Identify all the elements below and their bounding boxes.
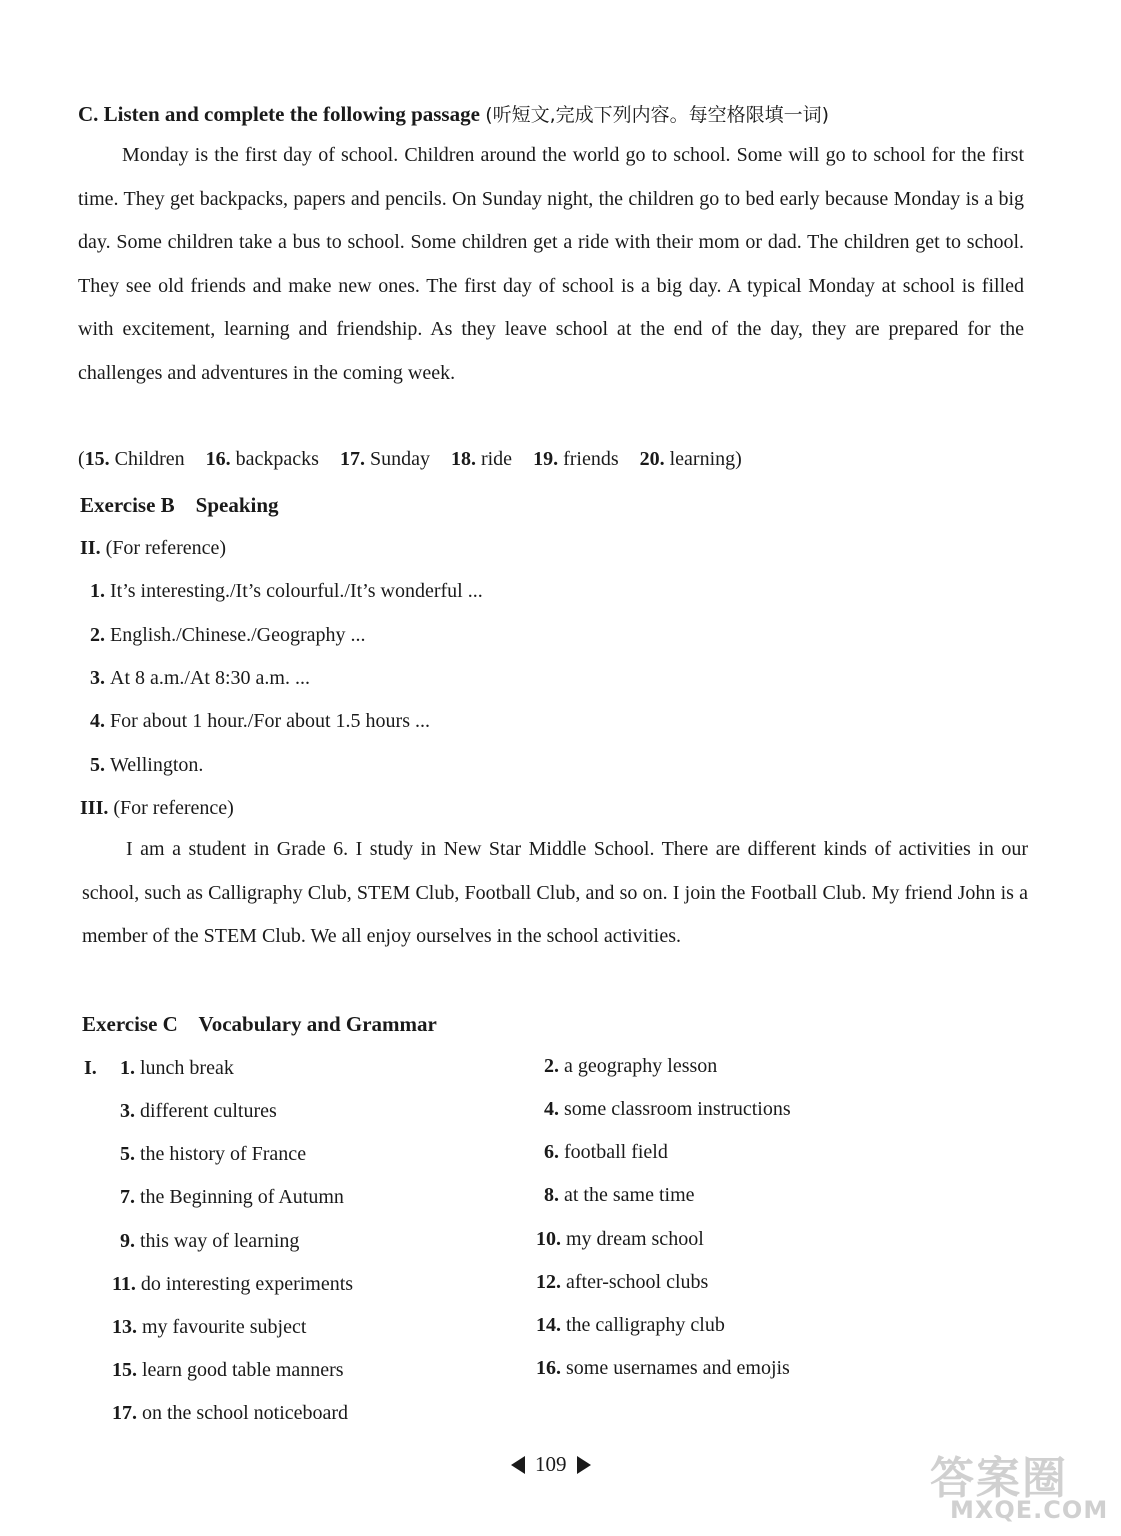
vocab-item [112,1359,344,1382]
item-text: some usernames and emojis [566,1357,790,1379]
item-number: 5. [120,1143,135,1165]
vocab-item [544,1055,717,1078]
page-number: 109 [535,1452,567,1476]
vocab-item [120,1143,306,1166]
vocab-item [536,1271,708,1294]
item-text: this way of learning [140,1230,300,1252]
speaking-item [90,624,366,647]
item-text: on the school noticeboard [142,1402,349,1424]
item-text: a geography lesson [564,1055,718,1077]
item-text: Wellington. [110,754,204,776]
answer-number: 17. [339,448,365,470]
watermark-cn: 答案圈 [930,1453,1068,1504]
answer-number: 19. [533,448,559,470]
exercise-b-paragraph: I am a student in Grade 6. I study in New Star Middle School. There are different kinds of activities in our school, such as Calligraphy Club, STEM Club, Football Club, and so on. I join the Football Club. My friend John is a member of the STEM Club. We all enjoy ourselves in the school activities. [82,838,1028,947]
section-c-passage: Monday is the first day of school. Children around the world go to school. Some will go to school for the first time. They get backpacks, papers and pencils. On Sunday night, the children go to bed early because Monday is a big day. Some children take a bus to school. Some children get a ride with their mom or dad. The children get to school. They see old friends and make new ones. The first day of school is a big day. A typical Monday at school is filled with excitement, learning and friendship. As they leave school at the end of the day, they are prepared for the challenges and adventures in the coming week. [78,144,1024,384]
section-c-heading [78,100,829,127]
item-number: 11. [112,1273,136,1295]
watermark-en: MXQE.COM [950,1496,1109,1524]
item-text: football field [564,1141,668,1163]
item-number: 14. [536,1314,561,1336]
item-text: the Beginning of Autumn [140,1186,344,1208]
item-text: English./Chinese./Geography ... [110,624,366,646]
item-number: 4. [90,710,105,732]
speaking-item [90,710,430,733]
right-triangle-icon [577,1456,591,1474]
item-number: 13. [112,1316,137,1338]
exercise-c-heading: Exercise C Vocabulary and Grammar [82,1012,437,1036]
speaking-item [90,667,310,690]
vocab-item [544,1098,791,1121]
item-number: 9. [120,1230,135,1252]
item-text: learn good table manners [142,1359,344,1381]
speaking-item [90,580,483,603]
item-text: different cultures [140,1100,277,1122]
vocab-item [120,1057,234,1080]
item-number: 1. [120,1057,135,1079]
vocab-item [544,1141,668,1164]
answer-text: Sunday [369,448,430,470]
vocab-item [112,1273,353,1296]
answer-number: 16. [205,448,231,470]
item-number: 12. [536,1271,561,1293]
item-text: do interesting experiments [140,1273,354,1295]
part-iii-label: III. [80,797,109,819]
item-number: 3. [90,667,105,689]
item-text: my favourite subject [142,1316,307,1338]
exercise-b-part-iii [80,797,234,820]
item-number: 2. [90,624,105,646]
answers-open-paren: ( [78,448,85,470]
item-number: 5. [90,754,105,776]
item-text: after-school clubs [566,1271,709,1293]
page-number-indicator [511,1452,591,1477]
part-iii-note: (For reference) [113,797,234,819]
part-ii-label: II. [80,537,101,559]
item-number: 8. [544,1184,559,1206]
item-number: 4. [544,1098,559,1120]
part-ii-note: (For reference) [105,537,227,559]
item-text: the calligraphy club [566,1314,725,1336]
answer-text: backpacks [235,448,319,470]
answer-text: friends [563,448,619,470]
vocab-item [120,1186,344,1209]
answer-number: 15. [84,448,110,470]
exercise-c-part-i-label: I. [84,1057,97,1079]
answer-number: 20. [639,448,665,470]
exercise-b-part-ii [80,537,226,560]
answers-close-paren: ) [735,448,742,470]
item-number: 15. [112,1359,137,1381]
vocab-item [120,1230,299,1253]
exercise-b-heading: Exercise B Speaking [80,493,279,517]
item-text: At 8 a.m./At 8:30 a.m. ... [110,667,310,689]
speaking-item [90,754,203,777]
vocab-item [536,1314,725,1337]
item-text: at the same time [564,1184,695,1206]
item-number: 6. [544,1141,559,1163]
vocab-item [544,1184,695,1207]
answer-text: learning [669,448,736,470]
answer-number: 18. [450,448,476,470]
section-c-title: C. Listen and complete the following passage [78,102,480,126]
vocab-item [536,1228,704,1251]
watermark-logo [930,1442,1120,1536]
item-number: 1. [90,580,105,602]
vocab-item [120,1100,277,1123]
vocab-item [112,1402,348,1425]
item-number: 7. [120,1186,135,1208]
item-text: It’s interesting./It’s colourful./It’s wonderful ... [110,580,483,602]
item-number: 17. [112,1402,137,1424]
item-text: the history of France [140,1143,307,1165]
vocab-item [536,1357,790,1380]
item-number: 3. [120,1100,135,1122]
vocab-item [112,1316,306,1339]
answer-text: ride [480,448,513,470]
answer-text: Children [114,448,185,470]
item-number: 2. [544,1055,559,1077]
item-text: lunch break [140,1057,234,1079]
item-text: For about 1 hour./For about 1.5 hours ... [110,710,430,732]
item-text: my dream school [566,1228,704,1250]
left-triangle-icon [511,1456,525,1474]
section-c-instruction-cn: (听短文,完成下列内容。每空格限填一词) [485,104,830,126]
item-number: 16. [536,1357,561,1379]
item-number: 10. [536,1228,561,1250]
section-c-answers [78,448,742,471]
item-text: some classroom instructions [564,1098,791,1120]
